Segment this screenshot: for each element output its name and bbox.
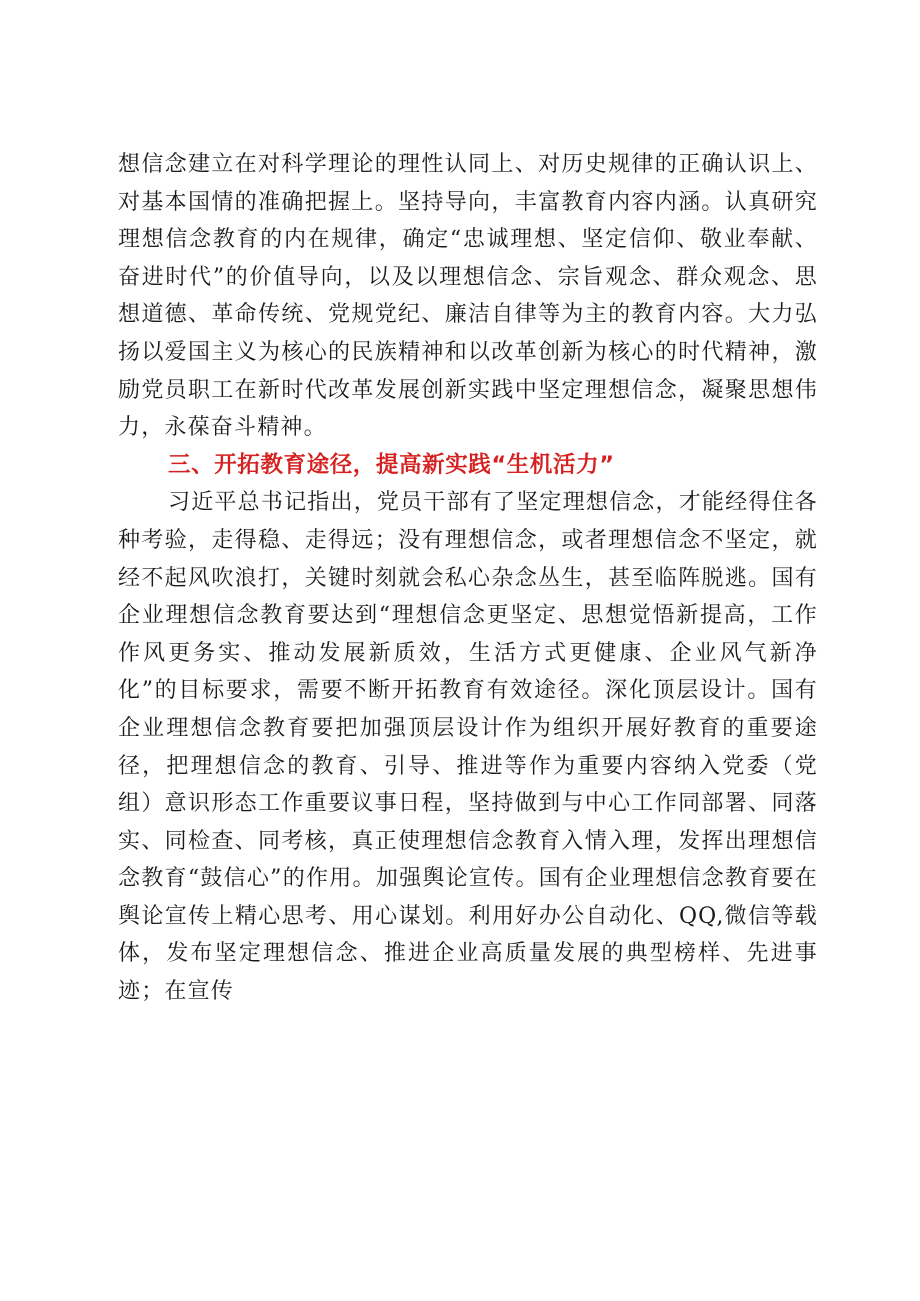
body-paragraph-continued: 想信念建立在对科学理论的理性认同上、对历史规律的正确认识上、对基本国情的准确把握上。坚持导向，丰富教育内容内涵。认真研究理想信念教育的内在规律，确定“忠诚理想、坚定信仰、敬业奉献、奋进时代”的价值导向，以及以理想信念、宗旨观念、群众观念、思想道德、革命传统、党规党纪、廉洁自律等为主的教育内容。大力弘扬以爱国主义为核心的民族精神和以改革创新为核心的时代精神，激励党员职工在新时代改革发展创新实践中坚定理想信念，凝聚思想伟力，永葆奋斗精神。	[118, 152, 818, 441]
section-heading: 三、开拓教育途径，提高新实践“生机活力”	[168, 451, 615, 478]
body-paragraph: 习近平总书记指出，党员干部有了坚定理想信念，才能经得住各种考验，走得稳、走得远；没有理想信念，或者理想信念不坚定，就经不起风吹浪打，关键时刻就会私心杂念丛生，甚至临阵脱逃。国有企业理想信念教育要达到“理想信念更坚定、思想觉悟新提高，工作作风更务实、推动发展新质效，生活方式更健康、企业风气新净化”的目标要求，需要不断开拓教育有效途径。深化顶层设计。国有企业理想信念教育要把加强顶层设计作为组织开展好教育的重要途径，把理想信念的教育、引导、推进等作为重要内容纳入党委（党组）意识形态工作重要议事日程，坚持做到与中心工作同部署、同落实、同检查、同考核，真正使理想信念教育入情入理，发挥出理想信念教育“鼓信心”的作用。加强舆论宣传。国有企业理想信念教育要在舆论宣传上精心思考、用心谋划。利用好办公自动化、QQ,微信等载体，发布坚定理想信念、推进企业高质量发展的典型榜样、先进事迹；在宣传	[118, 490, 818, 1005]
document-body	[118, 146, 818, 1011]
